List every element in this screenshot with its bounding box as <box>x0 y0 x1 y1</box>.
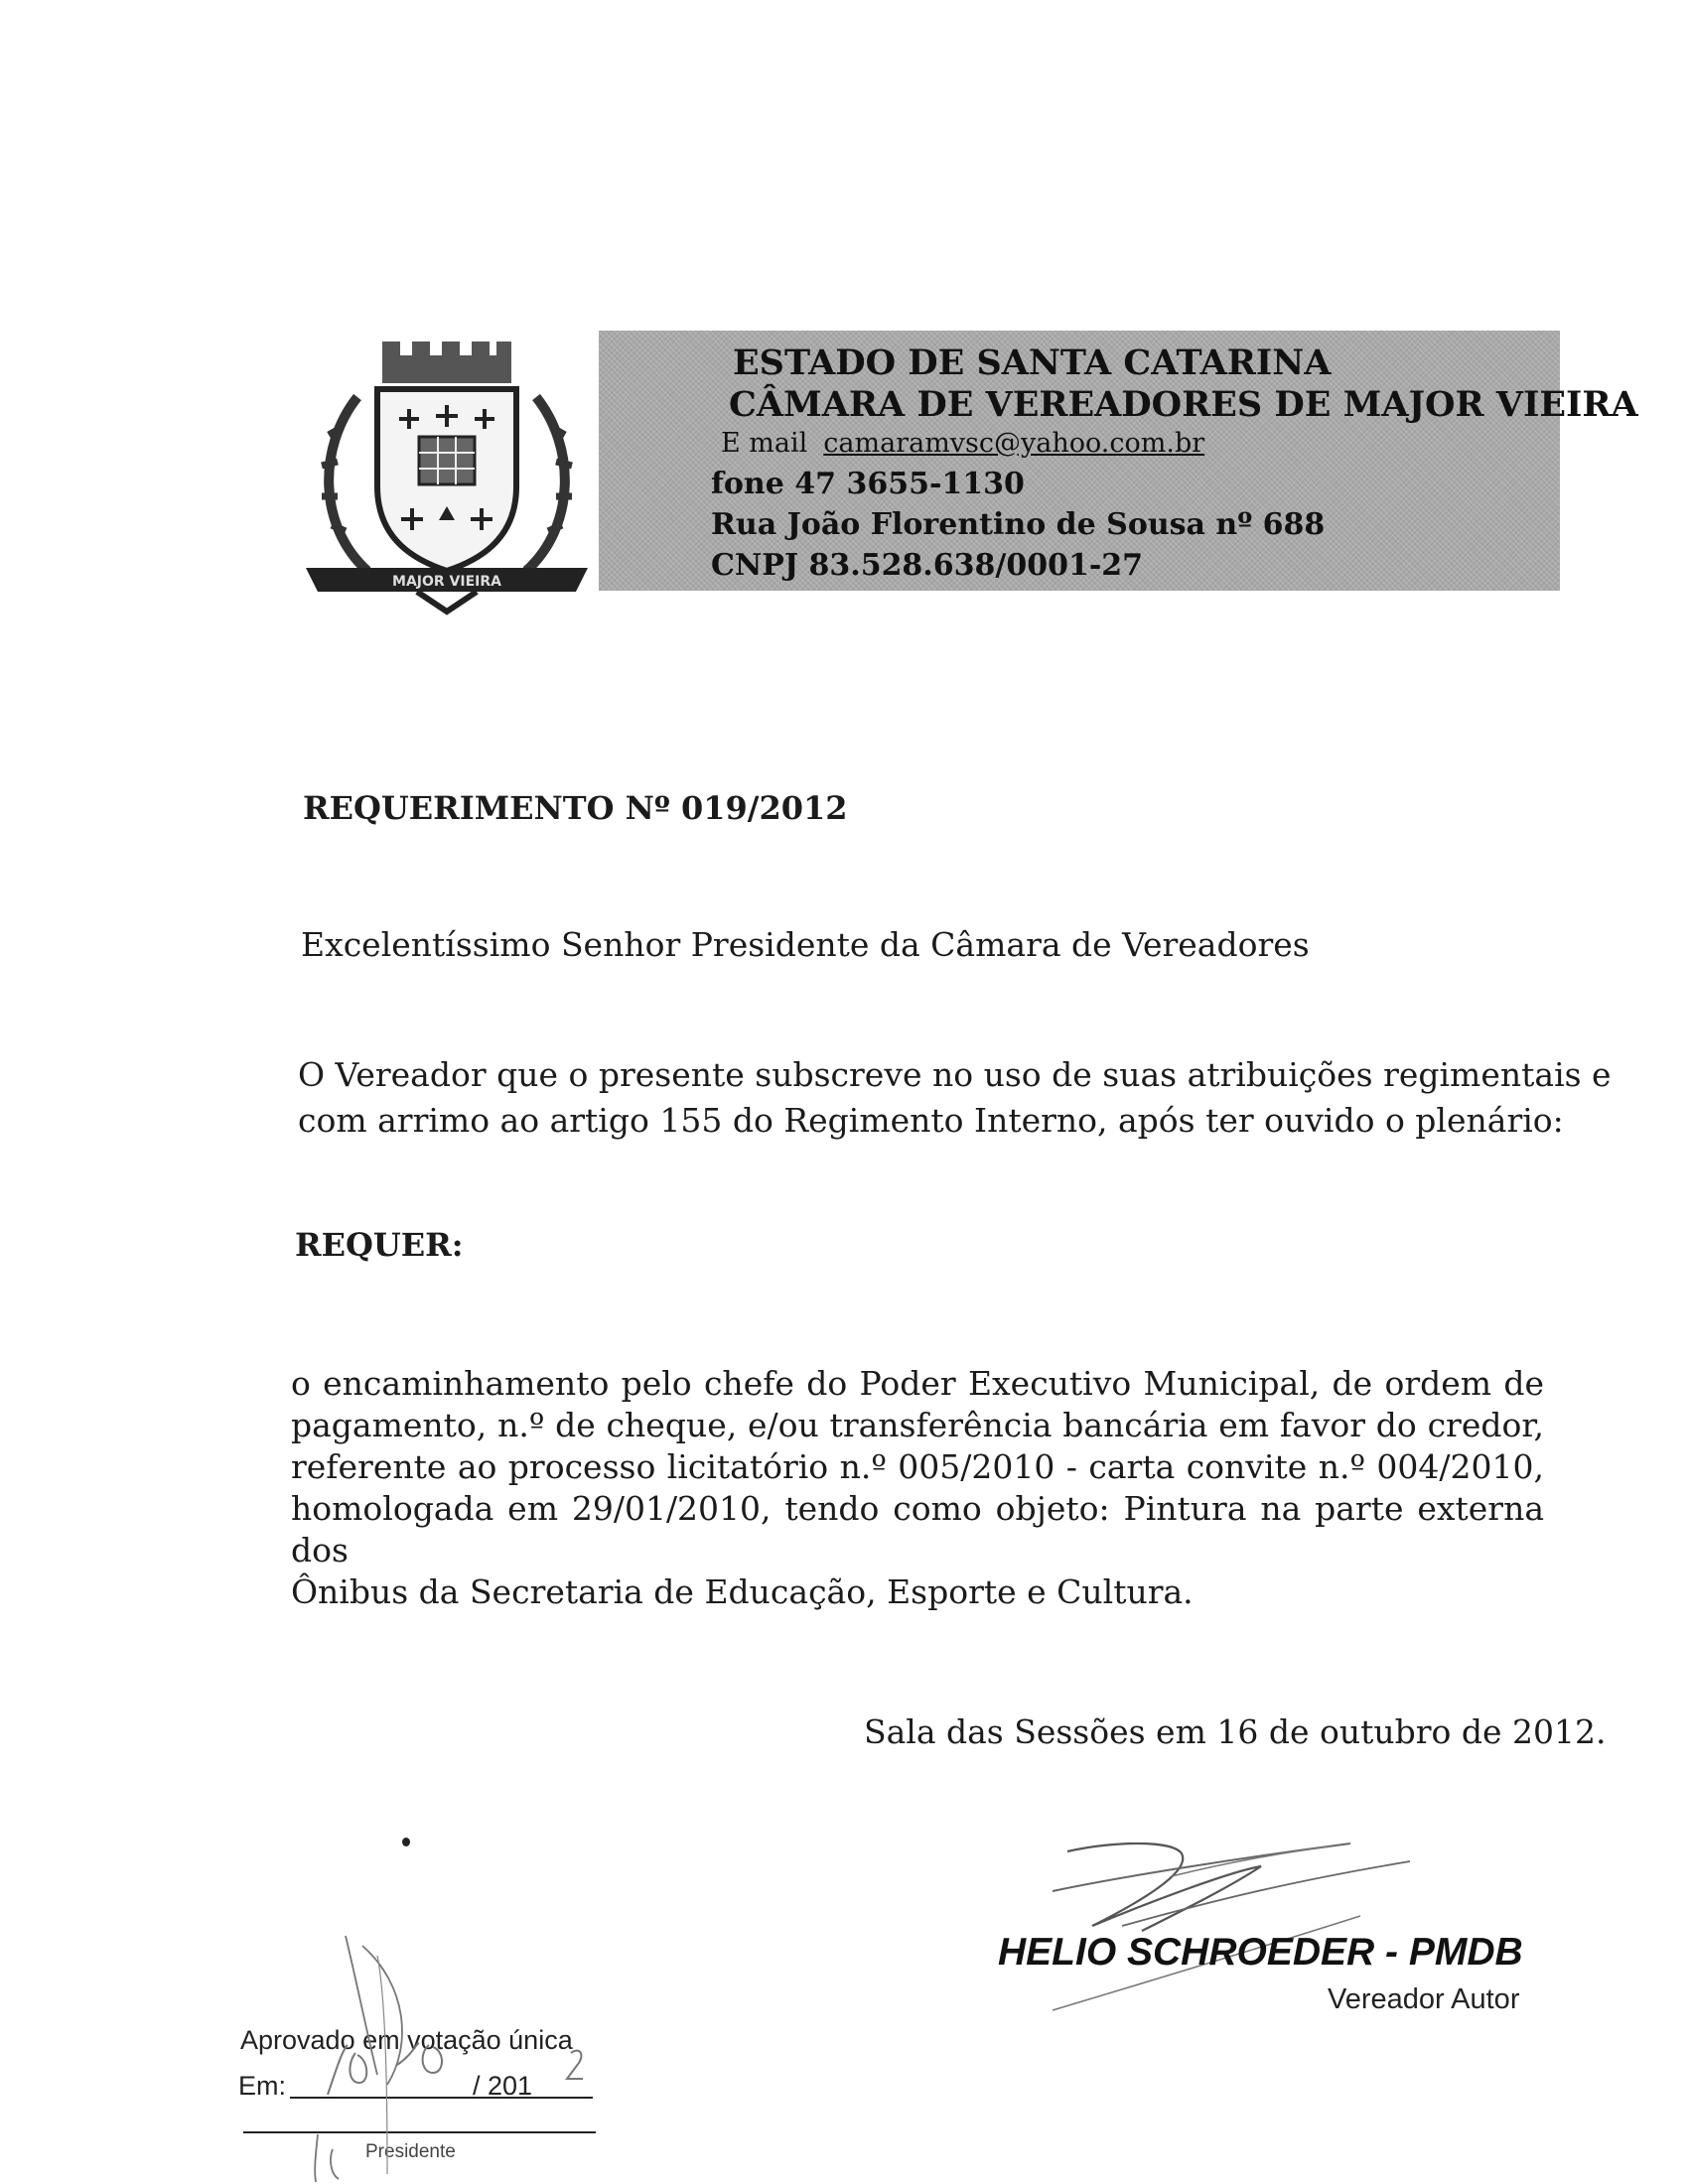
letterhead-box <box>599 331 1638 591</box>
email-line <box>721 428 1204 459</box>
intro-line: com arrimo ao artigo 155 do Regimento Interno, após ter ouvido o plenário: <box>298 1101 1564 1140</box>
request-line: o encaminhamento pelo chefe do Poder Executivo Municipal, de ordem de <box>291 1364 1544 1403</box>
handwritten-approval-marks-icon <box>238 1926 635 2184</box>
ink-dot <box>402 1838 410 1846</box>
requer-heading: REQUER: <box>295 1226 464 1264</box>
cnpj-line: CNPJ 83.528.638/0001-27 <box>711 548 1144 583</box>
phone-line: fone 47 3655-1130 <box>711 467 1025 501</box>
email-link[interactable]: camaramvsc@yahoo.com.br <box>823 428 1205 459</box>
approval-label: Aprovado em votação única <box>240 2025 573 2055</box>
intro-line: O Vereador que o presente subscreve no uso de suas atribuições regimentais e <box>298 1055 1612 1094</box>
salutation: Excelentíssimo Senhor Presidente da Câmara de Vereadores <box>301 925 1310 964</box>
request-line: Ônibus da Secretaria de Educação, Esporte e Cultura. <box>291 1572 1194 1611</box>
coat-of-arms-icon <box>298 338 596 615</box>
state-name: ESTADO DE SANTA CATARINA <box>733 342 1332 383</box>
president-label: Presidente <box>365 2141 456 2162</box>
email-label: E mail <box>721 428 808 459</box>
request-line: pagamento, n.º de cheque, e/ou transferência bancária em favor do credor, <box>291 1406 1544 1444</box>
chamber-name: CÂMARA DE VEREADORES DE MAJOR VIEIRA <box>729 384 1638 425</box>
document-title: REQUERIMENTO Nº 019/2012 <box>303 789 848 827</box>
address-line: Rua João Florentino de Sousa nº 688 <box>711 507 1326 542</box>
intro-paragraph <box>298 1052 1612 1144</box>
request-paragraph <box>291 1363 1544 1613</box>
request-line: homologada em 29/01/2010, tendo como objeto: Pintura na parte externa dos <box>291 1489 1544 1570</box>
session-date: Sala das Sessões em 16 de outubro de 2012. <box>864 1712 1607 1751</box>
approval-year: / 201 <box>473 2071 533 2101</box>
request-line: referente ao processo licitatório n.º 005/2010 - carta convite n.º 004/2010, <box>291 1447 1544 1486</box>
signer-role: Vereador Autor <box>1328 1983 1520 2015</box>
approval-date-label: Em: <box>238 2071 287 2101</box>
signer-name: HELIO SCHROEDER - PMDB <box>998 1931 1523 1974</box>
svg-text:MAJOR VIEIRA: MAJOR VIEIRA <box>392 574 501 590</box>
